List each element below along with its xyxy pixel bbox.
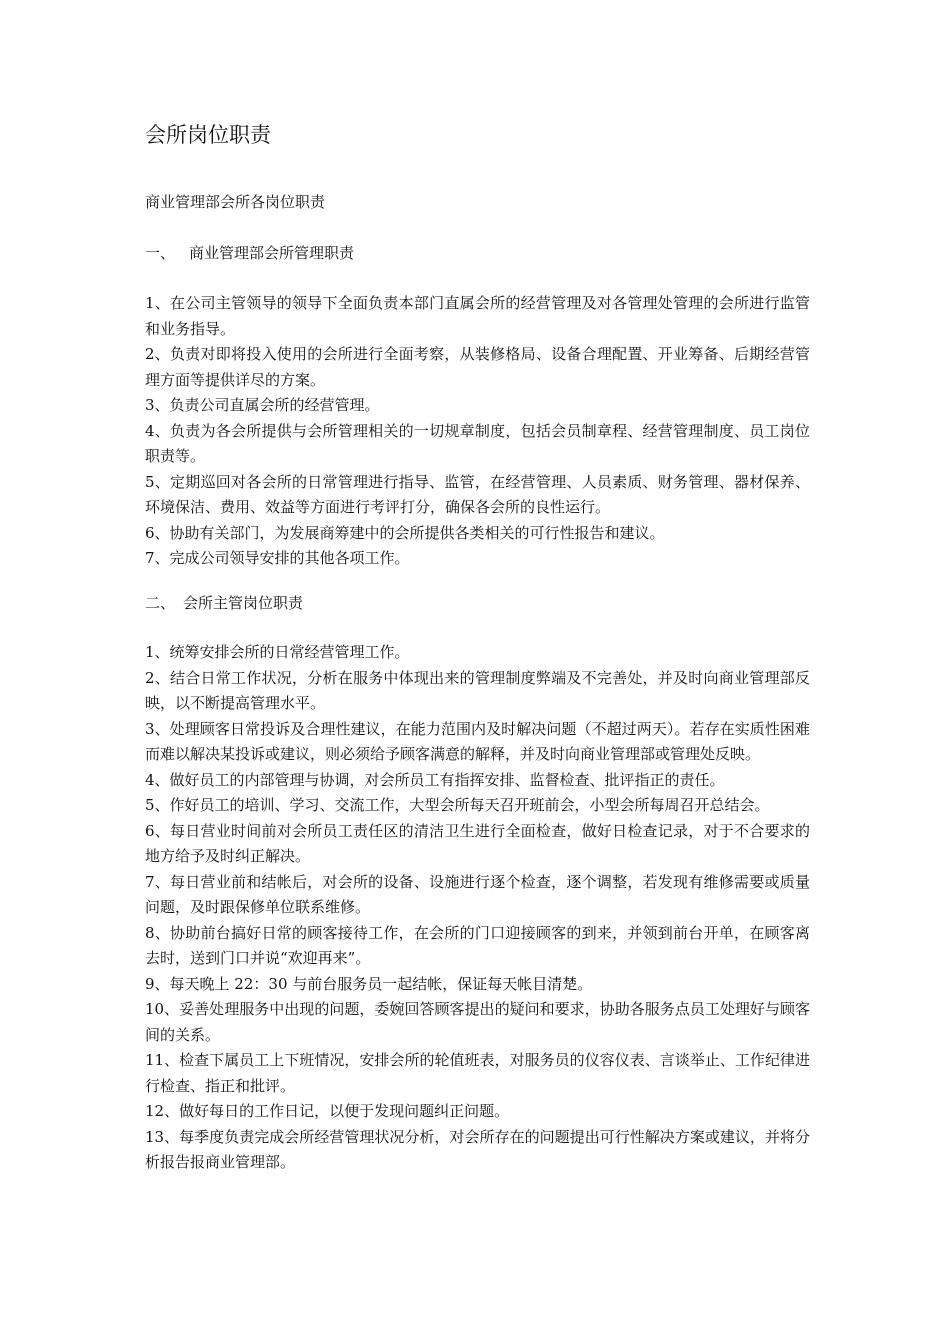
list-item: 7、完成公司领导安排的其他各项工作。 (145, 549, 410, 567)
list-item: 3、负责公司直属会所的经营管理。 (145, 396, 380, 414)
list-item: 11、检查下属员工上下班情况，安排会所的轮值班表，对服务员的仪容仪表、言谈举止、工作纪律进行检查、指正和批评。 (145, 1051, 810, 1095)
list-item: 4、做好员工的内部管理与协调，对会所员工有指挥安排、监督检查、批评指正的责任。 (145, 770, 725, 789)
list-item: 7、每日营业前和结帐后，对会所的设备、设施进行逐个检查，逐个调整，若发现有维修需要或质量问题，及时跟保修单位联系维修。 (145, 872, 810, 916)
list-item: 5、定期巡回对各会所的日常管理进行指导、监管，在经营管理、人员素质、财务管理、器材保养、环境保洁、费用、效益等方面进行考评打分，确保各会所的良性运行。 (145, 472, 810, 516)
list-item: 9、每天晚上 22：30 与前台服务员一起结帐，保证每天帐目清楚。 (145, 974, 593, 993)
list-item: 5、作好员工的培训、学习、交流工作，大型会所每天召开班前会，小型会所每周召开总结会。 (145, 796, 770, 814)
list-item: 2、负责对即将投入使用的会所进行全面考察，从装修格局、设备合理配置、开业筹备、后期经营管理方面等提供详尽的方案。 (145, 345, 810, 389)
list-item: 8、协助前台搞好日常的顾客接待工作，在会所的门口迎接顾客的到来，并领到前台开单，在顾客离去时，送到门口并说“欢迎再来”。 (145, 923, 810, 967)
list-item: 1、统筹安排会所的日常经营管理工作。 (145, 643, 410, 661)
section-heading-1 (145, 241, 354, 265)
list-item: 3、处理顾客日常投诉及合理性建议，在能力范围内及时解决问题（不超过两天）。若存在实质性困难而难以解决某投诉或建议，则必须给予顾客满意的解释，并及时向商业管理部或管理处反映。 (145, 719, 810, 763)
section-number-2: 二、 (145, 594, 176, 612)
list-item: 4、负责为各会所提供与会所管理相关的一切规章制度，包括会员制章程、经营管理制度、员工岗位职责等。 (145, 421, 810, 465)
list-item: 6、每日营业时间前对会所员工责任区的清洁卫生进行全面检查，做好日检查记录，对于不合要求的地方给予及时纠正解决。 (145, 821, 810, 865)
section-title-1: 商业管理部会所管理职责 (189, 244, 355, 262)
section-heading-2 (145, 591, 303, 615)
section-number-1: 一、 (145, 244, 176, 262)
document-subtitle: 商业管理部会所各岗位职责 (145, 193, 326, 211)
section-1-list (145, 291, 810, 572)
list-item: 12、做好每日的工作日记，以便于发现问题纠正问题。 (145, 1102, 510, 1120)
section-title-2: 会所主管岗位职责 (183, 594, 304, 612)
list-item: 6、协助有关部门，为发展商筹建中的会所提供各类相关的可行性报告和建议。 (145, 523, 665, 542)
list-item: 13、每季度负责完成会所经营管理状况分析，对会所存在的问题提出可行性解决方案或建议，并将分析报告报商业管理部。 (145, 1127, 810, 1171)
section-2-list (145, 640, 810, 1176)
list-item: 1、在公司主管领导的领导下全面负责本部门直属会所的经营管理及对各管理处管理的会所进行监管和业务指导。 (145, 294, 810, 338)
document-title: 会所岗位职责 (145, 123, 271, 147)
list-item: 10、妥善处理服务中出现的问题，委婉回答顾客提出的疑问和要求，协助各服务点员工处理好与顾客间的关系。 (145, 1000, 810, 1044)
list-item: 2、结合日常工作状况，分析在服务中体现出来的管理制度弊端及不完善处，并及时向商业管理部反映，以不断提高管理水平。 (145, 668, 810, 712)
